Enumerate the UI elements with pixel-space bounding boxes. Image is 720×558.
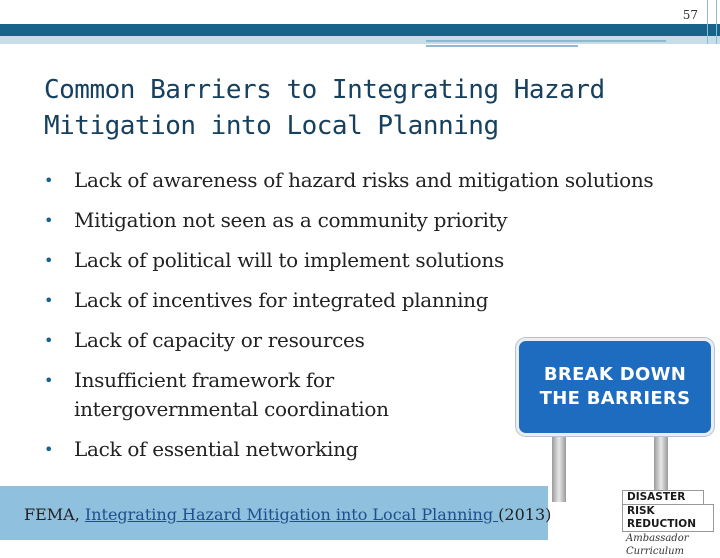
bullet-icon: • <box>44 171 54 190</box>
slide-title: Common Barriers to Integrating Hazard Mitigation into Local Planning <box>44 75 605 141</box>
sign-line-2: THE BARRIERS <box>539 388 691 409</box>
bullet-item <box>44 366 404 424</box>
citation-prefix: FEMA, <box>24 505 85 524</box>
bullet-text: Lack of capacity or resources <box>74 328 365 352</box>
bullet-text: Lack of essential networking <box>74 437 359 461</box>
bullet-icon: • <box>44 291 54 310</box>
sign-line-1: BREAK DOWN <box>543 364 687 385</box>
bullet-icon: • <box>44 371 54 390</box>
page-number: 57 <box>682 8 698 22</box>
header-top-strip <box>0 0 720 24</box>
bullet-text: Mitigation not seen as a community priority <box>74 208 508 232</box>
bullet-text: Insufficient framework for intergovernmental coordination <box>74 368 389 421</box>
bullet-item <box>44 435 704 464</box>
bullet-icon: • <box>44 251 54 270</box>
header-divider <box>707 0 708 44</box>
logo-line-3: Ambassador Curriculum <box>626 533 689 557</box>
bullet-text: Lack of incentives for integrated planning <box>74 288 489 312</box>
logo-line-2: RISK REDUCTION <box>622 504 714 532</box>
citation <box>24 505 551 524</box>
drr-logo <box>622 490 718 557</box>
bullet-icon: • <box>44 211 54 230</box>
bullet-text: Lack of political will to implement solutions <box>74 248 504 272</box>
citation-year: (2013) <box>498 505 552 524</box>
bullet-text: Lack of awareness of hazard risks and mitigation solutions <box>74 168 654 192</box>
break-down-barriers-sign <box>516 338 714 436</box>
bullet-item <box>44 206 704 235</box>
citation-link[interactable]: Integrating Hazard Mitigation into Local Planning <box>84 505 499 524</box>
logo-line-1: DISASTER <box>622 490 704 504</box>
bullet-item <box>44 286 704 315</box>
bullet-item <box>44 166 704 195</box>
header-divider <box>716 0 717 44</box>
header-accent-line <box>426 40 666 42</box>
bullet-icon: • <box>44 440 54 459</box>
header-bar <box>0 24 720 36</box>
bullet-icon: • <box>44 331 54 350</box>
header-accent-line-short <box>426 45 578 47</box>
sign-post-left <box>552 432 566 502</box>
bullet-item <box>44 246 704 275</box>
